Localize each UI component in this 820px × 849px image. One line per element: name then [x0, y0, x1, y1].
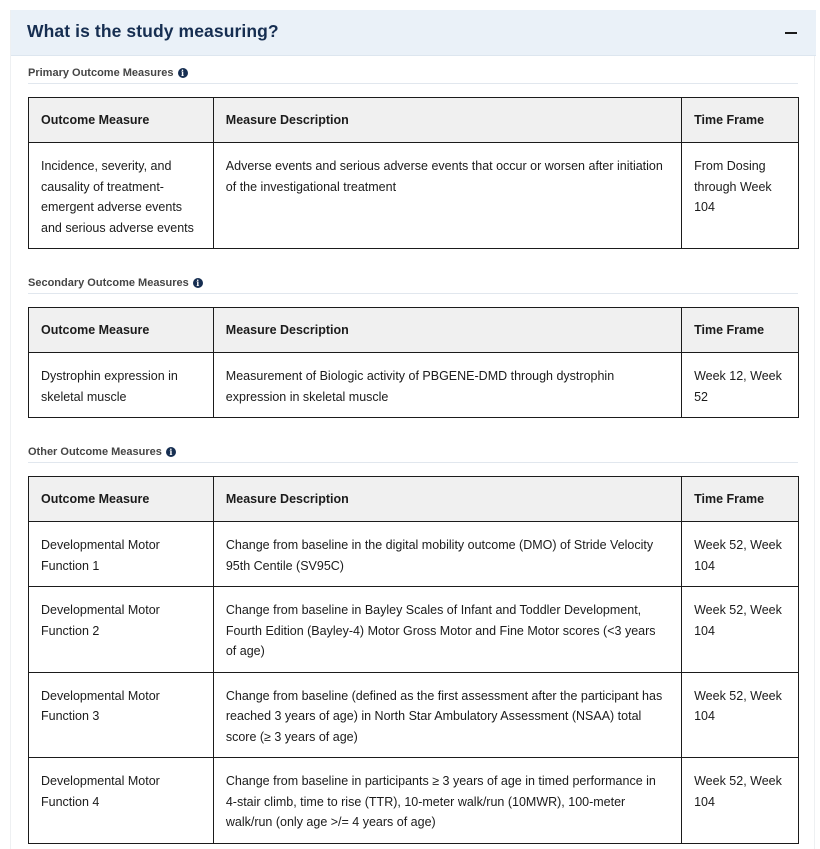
time-frame-cell: Week 52, Week 104	[682, 672, 799, 758]
table-row	[29, 758, 799, 844]
column-header-description: Measure Description	[213, 98, 681, 143]
info-icon[interactable]: i	[193, 278, 203, 288]
minus-icon[interactable]	[782, 23, 802, 43]
secondary-outcome-heading-label: Secondary Outcome Measures	[28, 277, 189, 289]
secondary-outcome-table	[28, 307, 799, 418]
column-header-measure: Outcome Measure	[29, 98, 214, 143]
divider	[28, 462, 798, 463]
column-header-description: Measure Description	[213, 308, 681, 353]
info-icon[interactable]: i	[166, 447, 176, 457]
column-header-measure: Outcome Measure	[29, 308, 214, 353]
table-row	[29, 353, 799, 418]
divider	[28, 293, 798, 294]
column-header-description: Measure Description	[213, 477, 681, 522]
measure-description-cell: Adverse events and serious adverse events that occur or worsen after initiation of the investigational treatment	[213, 143, 681, 249]
outcome-measure-cell: Developmental Motor Function 3	[29, 672, 214, 758]
column-header-time-frame: Time Frame	[682, 308, 799, 353]
column-header-time-frame: Time Frame	[682, 477, 799, 522]
table-header-row	[29, 98, 799, 143]
column-header-measure: Outcome Measure	[29, 477, 214, 522]
table-row	[29, 672, 799, 758]
measure-description-cell: Change from baseline in Bayley Scales of Infant and Toddler Development, Fourth Edition (Bayley-4) Motor Gross Motor and Fine Motor scores (<3 years of age)	[213, 587, 681, 673]
other-outcome-heading	[28, 446, 176, 458]
outcome-measure-cell: Developmental Motor Function 2	[29, 587, 214, 673]
other-outcome-table	[28, 476, 799, 844]
time-frame-cell: Week 12, Week 52	[682, 353, 799, 418]
primary-outcome-heading-label: Primary Outcome Measures	[28, 67, 174, 79]
section-title: What is the study measuring?	[27, 21, 279, 41]
outcome-measures-section	[10, 10, 815, 849]
primary-outcome-table	[28, 97, 799, 249]
outcome-measure-cell: Developmental Motor Function 1	[29, 522, 214, 587]
time-frame-cell: Week 52, Week 104	[682, 587, 799, 673]
time-frame-cell: Week 52, Week 104	[682, 522, 799, 587]
measure-description-cell: Change from baseline in participants ≥ 3 years of age in timed performance in 4-stair climb, time to rise (TTR), 10-meter walk/run (10MWR), 100-meter walk/run (only age >/= 4 years of age)	[213, 758, 681, 844]
info-icon[interactable]: i	[178, 68, 188, 78]
outcome-measure-cell: Incidence, severity, and causality of treatment-emergent adverse events and serious adverse events	[29, 143, 214, 249]
table-row	[29, 587, 799, 673]
measure-description-cell: Measurement of Biologic activity of PBGENE-DMD through dystrophin expression in skeletal muscle	[213, 353, 681, 418]
measure-description-cell: Change from baseline in the digital mobility outcome (DMO) of Stride Velocity 95th Centile (SV95C)	[213, 522, 681, 587]
measure-description-cell: Change from baseline (defined as the first assessment after the participant has reached 3 years of age) in North Star Ambulatory Assessment (NSAA) total score (≥ 3 years of age)	[213, 672, 681, 758]
table-header-row	[29, 308, 799, 353]
other-outcome-heading-label: Other Outcome Measures	[28, 446, 162, 458]
table-row	[29, 143, 799, 249]
secondary-outcome-heading	[28, 277, 203, 289]
time-frame-cell: From Dosing through Week 104	[682, 143, 799, 249]
outcome-measure-cell: Dystrophin expression in skeletal muscle	[29, 353, 214, 418]
outcome-measure-cell: Developmental Motor Function 4	[29, 758, 214, 844]
primary-outcome-heading	[28, 67, 188, 79]
column-header-time-frame: Time Frame	[682, 98, 799, 143]
time-frame-cell: Week 52, Week 104	[682, 758, 799, 844]
section-header[interactable]	[11, 10, 816, 56]
divider	[28, 83, 798, 84]
table-row	[29, 522, 799, 587]
table-header-row	[29, 477, 799, 522]
